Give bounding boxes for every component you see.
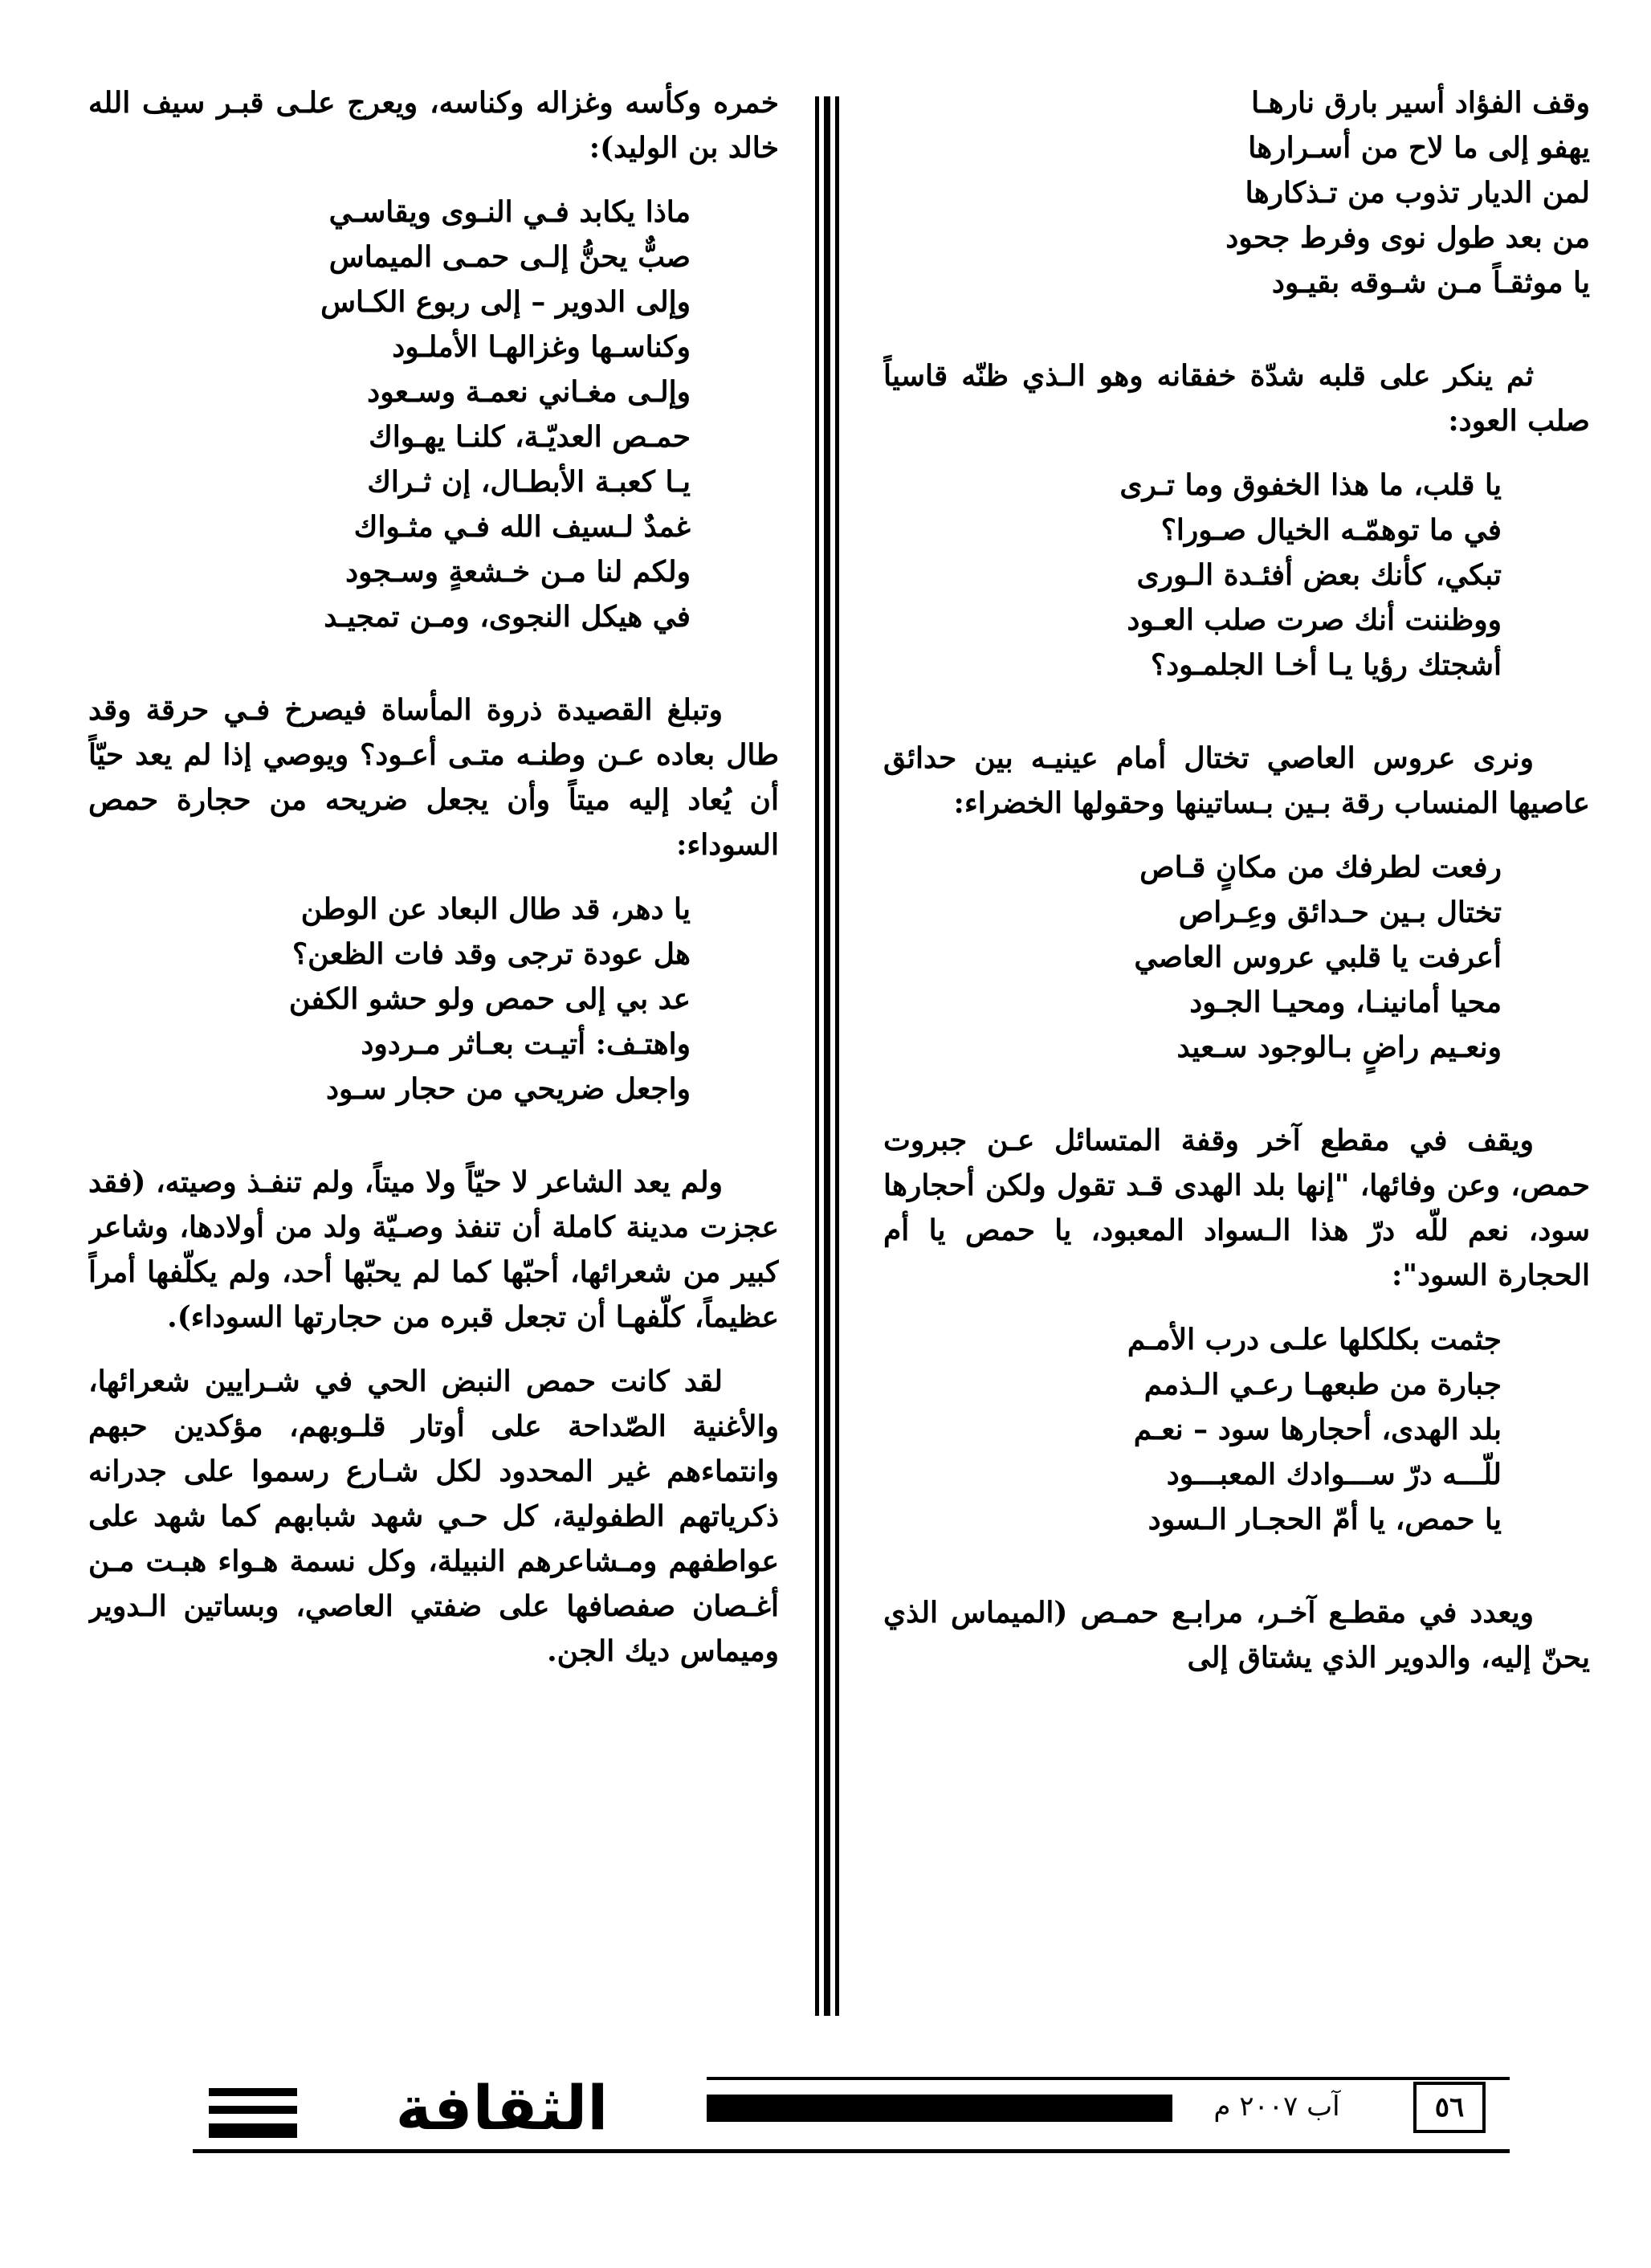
paragraph: وتبلغ القصيدة ذروة المأساة فيصرخ فـي حرقة وقد طال بعاده عـن وطنـه متـى أعـود؟ ويوصي إذا لم يعد حيّاً أن يُعاد إليه ميتاً وأن يجعل ضريحه من حجارة حمص السوداء: — [88, 693, 779, 862]
poem-line: يهفو إلى ما لاح من أسـرارها — [1248, 131, 1590, 165]
poem-line: جثمت بكلكلها علـى درب الأمـم — [1127, 1323, 1502, 1356]
page-footer — [193, 2072, 1510, 2144]
poem-line: غمدٌ لـسيف الله فـي مثـواك — [353, 510, 691, 544]
paragraph: ويعدد في مقطـع آخـر، مرابـع حمـص (الميماس الذي يحنّ إليه، والدوير الذي يشتاق إلى — [883, 1596, 1590, 1674]
footer-bar — [209, 2088, 297, 2096]
footer-rule — [193, 2149, 1510, 2153]
poem-line: في هيكل النجوى، ومـن تمجيـد — [324, 600, 691, 634]
poem-line: واجعل ضريحي من حجار سـود — [326, 1072, 691, 1106]
poem-line: في ما توهمّـه الخيال صـورا؟ — [1160, 513, 1502, 547]
column-divider — [815, 96, 839, 2016]
poem-stanza-6 — [88, 887, 779, 1112]
poem-line: عد بي إلى حمص ولو حشو الكفن — [288, 982, 691, 1016]
poem-line: أعرفت يا قلبي عروس العاصي — [1134, 940, 1502, 974]
poem-line: رفعت لطرفك من مكانٍ قـاص — [1139, 850, 1502, 884]
page-number: ٥٦ — [1413, 2082, 1486, 2133]
poem-line: ماذا يكابد فـي النـوى ويقاسـي — [328, 195, 691, 229]
paragraph: ونرى عروس العاصي تختال أمام عينيـه بين حدائق عاصيها المنساب رقة بـين بـساتينها وحقولها الخضراء: — [883, 741, 1590, 820]
right-column — [883, 80, 1590, 2024]
footer-bar — [209, 2123, 297, 2138]
poem-line: يا حمص، يا أمّ الحجـار الـسود — [1148, 1503, 1502, 1536]
poem-line: محيا أمانينـا، ومحيـا الجـود — [1189, 985, 1502, 1019]
poem-stanza-1 — [883, 80, 1590, 305]
poem-line: جبارة من طبعهـا رعـي الـذمم — [1143, 1368, 1502, 1401]
poem-line: ونعـيم راضٍ بـالوجود سـعيد — [1176, 1030, 1502, 1064]
left-column — [88, 80, 779, 2024]
poem-line: لمن الديار تذوب من تـذكارها — [1245, 176, 1590, 210]
poem-line: بلد الهدى، أحجارها سود – نعـم — [1133, 1413, 1502, 1446]
poem-line: صبٌّ يحنُّ إلـى حمـى الميماس — [328, 240, 691, 274]
poem-stanza-3 — [883, 845, 1590, 1070]
poem-line: ووظننت أنك صرت صلب العـود — [1127, 603, 1502, 637]
poem-stanza-5 — [88, 190, 779, 639]
poem-line: للّـــه درّ ســـوادك المعبـــود — [1166, 1458, 1502, 1491]
poem-line: يا موثقـاً مـن شـوقه بقيـود — [1271, 266, 1590, 300]
footer-bar — [707, 2095, 1172, 2122]
poem-line: هل عودة ترجى وقد فات الظعن؟ — [292, 937, 691, 971]
poem-line: وقف الفؤاد أسير بارق نارهـا — [1251, 86, 1590, 120]
poem-line: أشجتك رؤيا يـا أخـا الجلمـود؟ — [1150, 648, 1502, 682]
paragraph: خمره وكأسه وغزاله وكناسه، ويعرج علـى قبـر سيف الله خالد بن الوليد): — [88, 86, 779, 165]
paragraph: لقد كانت حمص النبض الحي في شـرايين شعرائها، والأغنية الصّداحة على أوتار قلـوبهم، مؤكدين حبهم وانتماءهم غير المحدود لكل شـارع رسموا على جدرانه ذكرياتهم الطفولية، كل حـي شهد شبابهم كما شهد على عواطفهم ومـشاعرهم النبيلة، وكل نسمة هـواء هبـت مـن أغـصان صفصافها على ضفتي العاصي، وبساتين الـدوير وميماس ديك الجن. — [88, 1364, 779, 1668]
poem-line: وكناسـها وغزالهـا الأملـود — [392, 330, 691, 364]
footer-bar — [209, 2106, 297, 2114]
poem-stanza-2 — [883, 463, 1590, 687]
paragraph: ويقف في مقطع آخر وقفة المتسائل عـن جبروت حمص، وعن وفائها، "إنها بلد الهدى قـد تقول ولكن أحجارها سود، نعم للّه درّ هذا الـسواد المعبود، يا حمص يا أم الحجارة السود": — [883, 1124, 1590, 1292]
poem-stanza-4 — [883, 1317, 1590, 1542]
magazine-logo: الثقافة — [395, 2072, 609, 2144]
poem-line: يا دهر، قد طال البعاد عن الوطن — [300, 892, 691, 926]
poem-line: ولكم لنا مـن خـشعةٍ وسـجود — [345, 555, 691, 589]
footer-rule — [707, 2077, 1510, 2080]
poem-line: وإلـى مغـاني نعمـة وسـعود — [367, 375, 691, 409]
poem-line: من بعد طول نوى وفرط جحود — [1225, 221, 1590, 255]
issue-date: آب ٢٠٠٧ م — [1213, 2091, 1340, 2123]
poem-line: واهتـف: أتيـت بعـاثر مـردود — [361, 1027, 691, 1061]
poem-line: حمـص العديّـة، كلنـا يهـواك — [369, 420, 691, 454]
poem-line: يا قلب، ما هذا الخفوق وما تـرى — [1119, 468, 1502, 502]
poem-line: وإلى الدوير – إلى ربوع الكـاس — [320, 285, 691, 319]
paragraph: ثم ينكر على قلبه شدّة خفقانه وهو الـذي ظنّه قاسياً صلب العود: — [883, 359, 1590, 438]
poem-line: تبكي، كأنك بعض أفئـدة الـورى — [1136, 558, 1502, 592]
paragraph: ولم يعد الشاعر لا حيّاً ولا ميتاً، ولم تنفـذ وصيته، (فقد عجزت مدينة كاملة أن تنفذ وصـيّة ولد من أولادها، وشاعر كبير من شعرائها، أحبّها كما لم يحبّها أحد، ولم يكلّفها أمراً عظيماً، كلّفهـا أن تجعل قبره من حجارتها السوداء). — [88, 1165, 779, 1334]
poem-line: تختال بـين حـدائق وعِـراص — [1178, 895, 1502, 929]
poem-line: يـا كعبـة الأبطـال، إن ثـراك — [367, 465, 691, 499]
